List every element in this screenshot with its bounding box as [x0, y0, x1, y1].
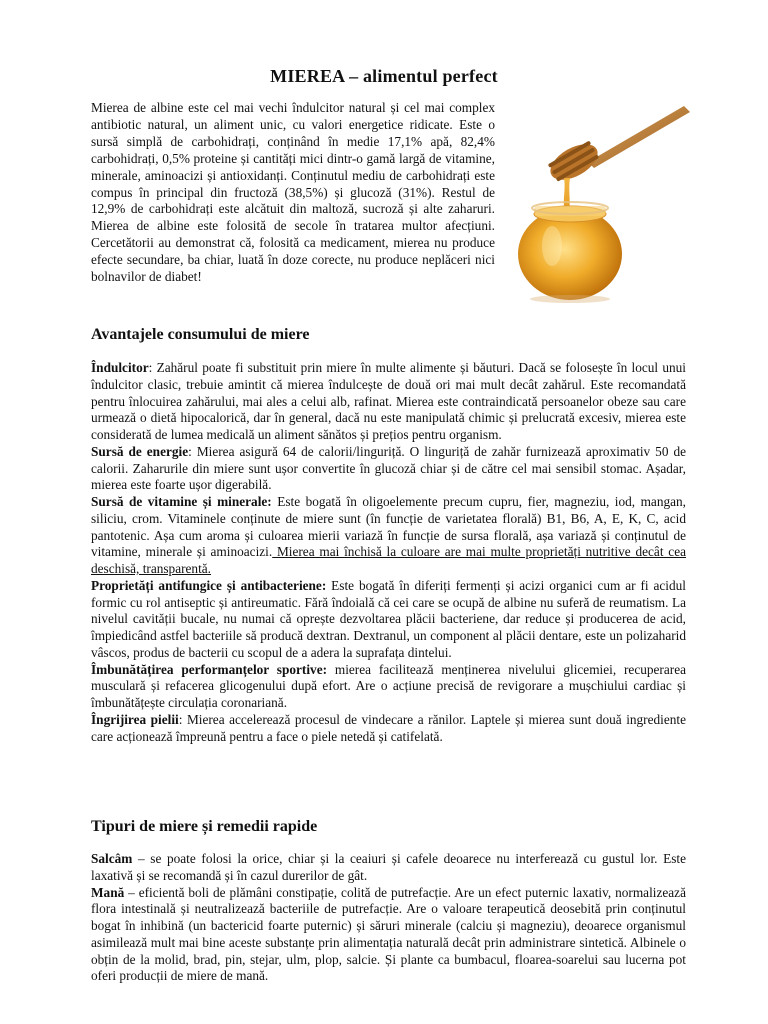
advantages-list — [91, 360, 686, 745]
list-item — [91, 578, 686, 662]
list-item — [91, 885, 686, 986]
section-heading-advantages: Avantajele consumului de miere — [91, 326, 310, 343]
item-term: Îndulcitor — [91, 360, 149, 375]
item-term: Îngrijirea pielii — [91, 711, 179, 727]
item-term: Mană — [91, 884, 125, 900]
item-text: – eficientă boli de plămâni constipație, colită de putrefacție. Are un efect puternic laxativ, normalizează flora intestinală și neutralizează bacteriile de putrefacție. Are o valoare terapeutică deosebită prin conținutul bogat în inhibină (un bactericid foarte puternic) și săruri minerale (calciu și magneziu), deoarece organismul asimilează mult mai bine aceste substanțe prin alimentația naturală decât prin administrare sintetică. Albinele o obțin de la molid, brad, pin, stejar, ulm, plop, salcie. Și plante ca bumbacul, floarea-soarelui sau lucerna pot oferi producții de miere de mană. — [91, 884, 686, 984]
list-item — [91, 662, 686, 712]
item-term: Proprietăți antifungice și antibacteriene: — [91, 577, 327, 593]
item-text: mierea facilitează menținerea nivelului glicemiei, recuperarea musculară și refacerea glicogenului după efort. Are o acțiune precisă de revigorare a mușchiului cardiac și îmbunătățește circulația coronariană. — [91, 661, 686, 710]
item-text: : Mierea accelerează procesul de vindecare a rănilor. Laptele și mierea sunt două ingrediente care acționează împreună pentru a face o piele netedă și catifelată. — [91, 711, 687, 744]
item-text: – se poate folosi la orice, chiar și la ceaiuri și cafele deoarece nu interferează cu gustul lor. Este laxativă și se recomandă și în cazul durerilor de gât. — [91, 851, 686, 883]
item-term: Sursă de vitamine și minerale: — [91, 494, 272, 509]
item-text: Este bogată în oligoelemente precum cupru, fier, magneziu, iod, mangan, siliciu, crom. Vitaminele conținute de miere sunt (în funcție de varietatea florală) B1, B6, A, E, K, C, acid pantotenic. Așa cum aroma și culoarea mierii variază în funcție de sursa florală, așa variază și conținutul de vitamine, minerale și aminoacizi. — [91, 494, 686, 560]
item-text: : Mierea asigură 64 de calorii/linguriță. O linguriță de zahăr furnizează aproximativ 50 de calorii. Zaharurile din miere sunt ușor convertite în glucoză chiar și de către cel mai sensibil stomac. Așadar, mierea este foarte ușor digerabilă. — [91, 443, 687, 493]
section-heading-types: Tipuri de miere și remedii rapide — [91, 818, 318, 835]
item-text: : Zahărul poate fi substituit prin miere în multe alimente și băuturi. Dacă se folosește în locul unui îndulcitor clasic, trebuie amintit că mierea îndulcește de două ori mai mult decât zahărul. Este recomandată pentru înlocuirea zahărului, mai ales a celui alb, rafinat. Mierea este contraindicată persoanelor obeze sau care urmează o dietă hipocalorică, dar în general, dacă nu este manipulată chimic și prelucrată excesiv, mierea este considerată de lumea medicală un aliment sănătos și prețios pentru organism. — [91, 360, 686, 442]
intro-paragraph: Mierea de albine este cel mai vechi îndulcitor natural și cel mai complex antibiotic natural, un aliment unic, cu valori energetice ridicate. Este o sursă simplă de carbohidrați, conținând în medie 17,1% apă, 82,4% carbohidrați, 0,5% proteine și cantități mici dintr-o gamă largă de vitamine, minerale, aminoacizi și antioxidanți. Conținutul mediu de carbohidrați este compus în principal din fructoză (38,5%) și glucoză (31%). Restul de 12,9% de carbohidrați este alcătuit din maltoză, sucroză și alte zaharuri. Mierea de albine este folosită de secole în tratarea multor afecțiuni. Cercetătorii au demonstrat că, folosită ca medicament, mierea nu produce efecte secundare, ba chiar, luată în doze corecte, nu produce neplăceri nici bolnavilor de diabet! — [91, 100, 495, 285]
list-item — [91, 851, 686, 885]
document-title: MIEREA – alimentul perfect — [270, 66, 498, 86]
item-text: Este bogată în diferiți fermenți și acizi organici cum ar fi acidul formic cu rol antiseptic și antireumatic. Fără îndoială că cei care se ocupă de albine nu suferă de reumatism. La nivelul cavității bucale, nu numai că oprește dezvoltarea plăcii bacteriene, dar reduce și producerea de acid, împiedicând astfel bacteriile să producă dextran. Dextranul, un component al plăcii dentare, este un polizaharid vâscos, produs de bacterii cu scopul de a adera la suprafața dintelui. — [91, 577, 686, 660]
item-underlined-text: Mierea mai închisă la culoare are mai multe proprietăți nutritive decât cea deschisă, transparentă. — [91, 544, 686, 576]
list-item — [91, 360, 686, 444]
list-item — [91, 444, 686, 494]
item-term: Îmbunătățirea performanțelor sportive: — [91, 661, 328, 677]
types-list — [91, 851, 686, 985]
item-term: Sursă de energie — [91, 443, 189, 459]
item-term: Salcâm — [91, 851, 133, 866]
list-item — [91, 494, 686, 578]
list-item — [91, 712, 686, 746]
honey-jar-image — [512, 96, 692, 306]
